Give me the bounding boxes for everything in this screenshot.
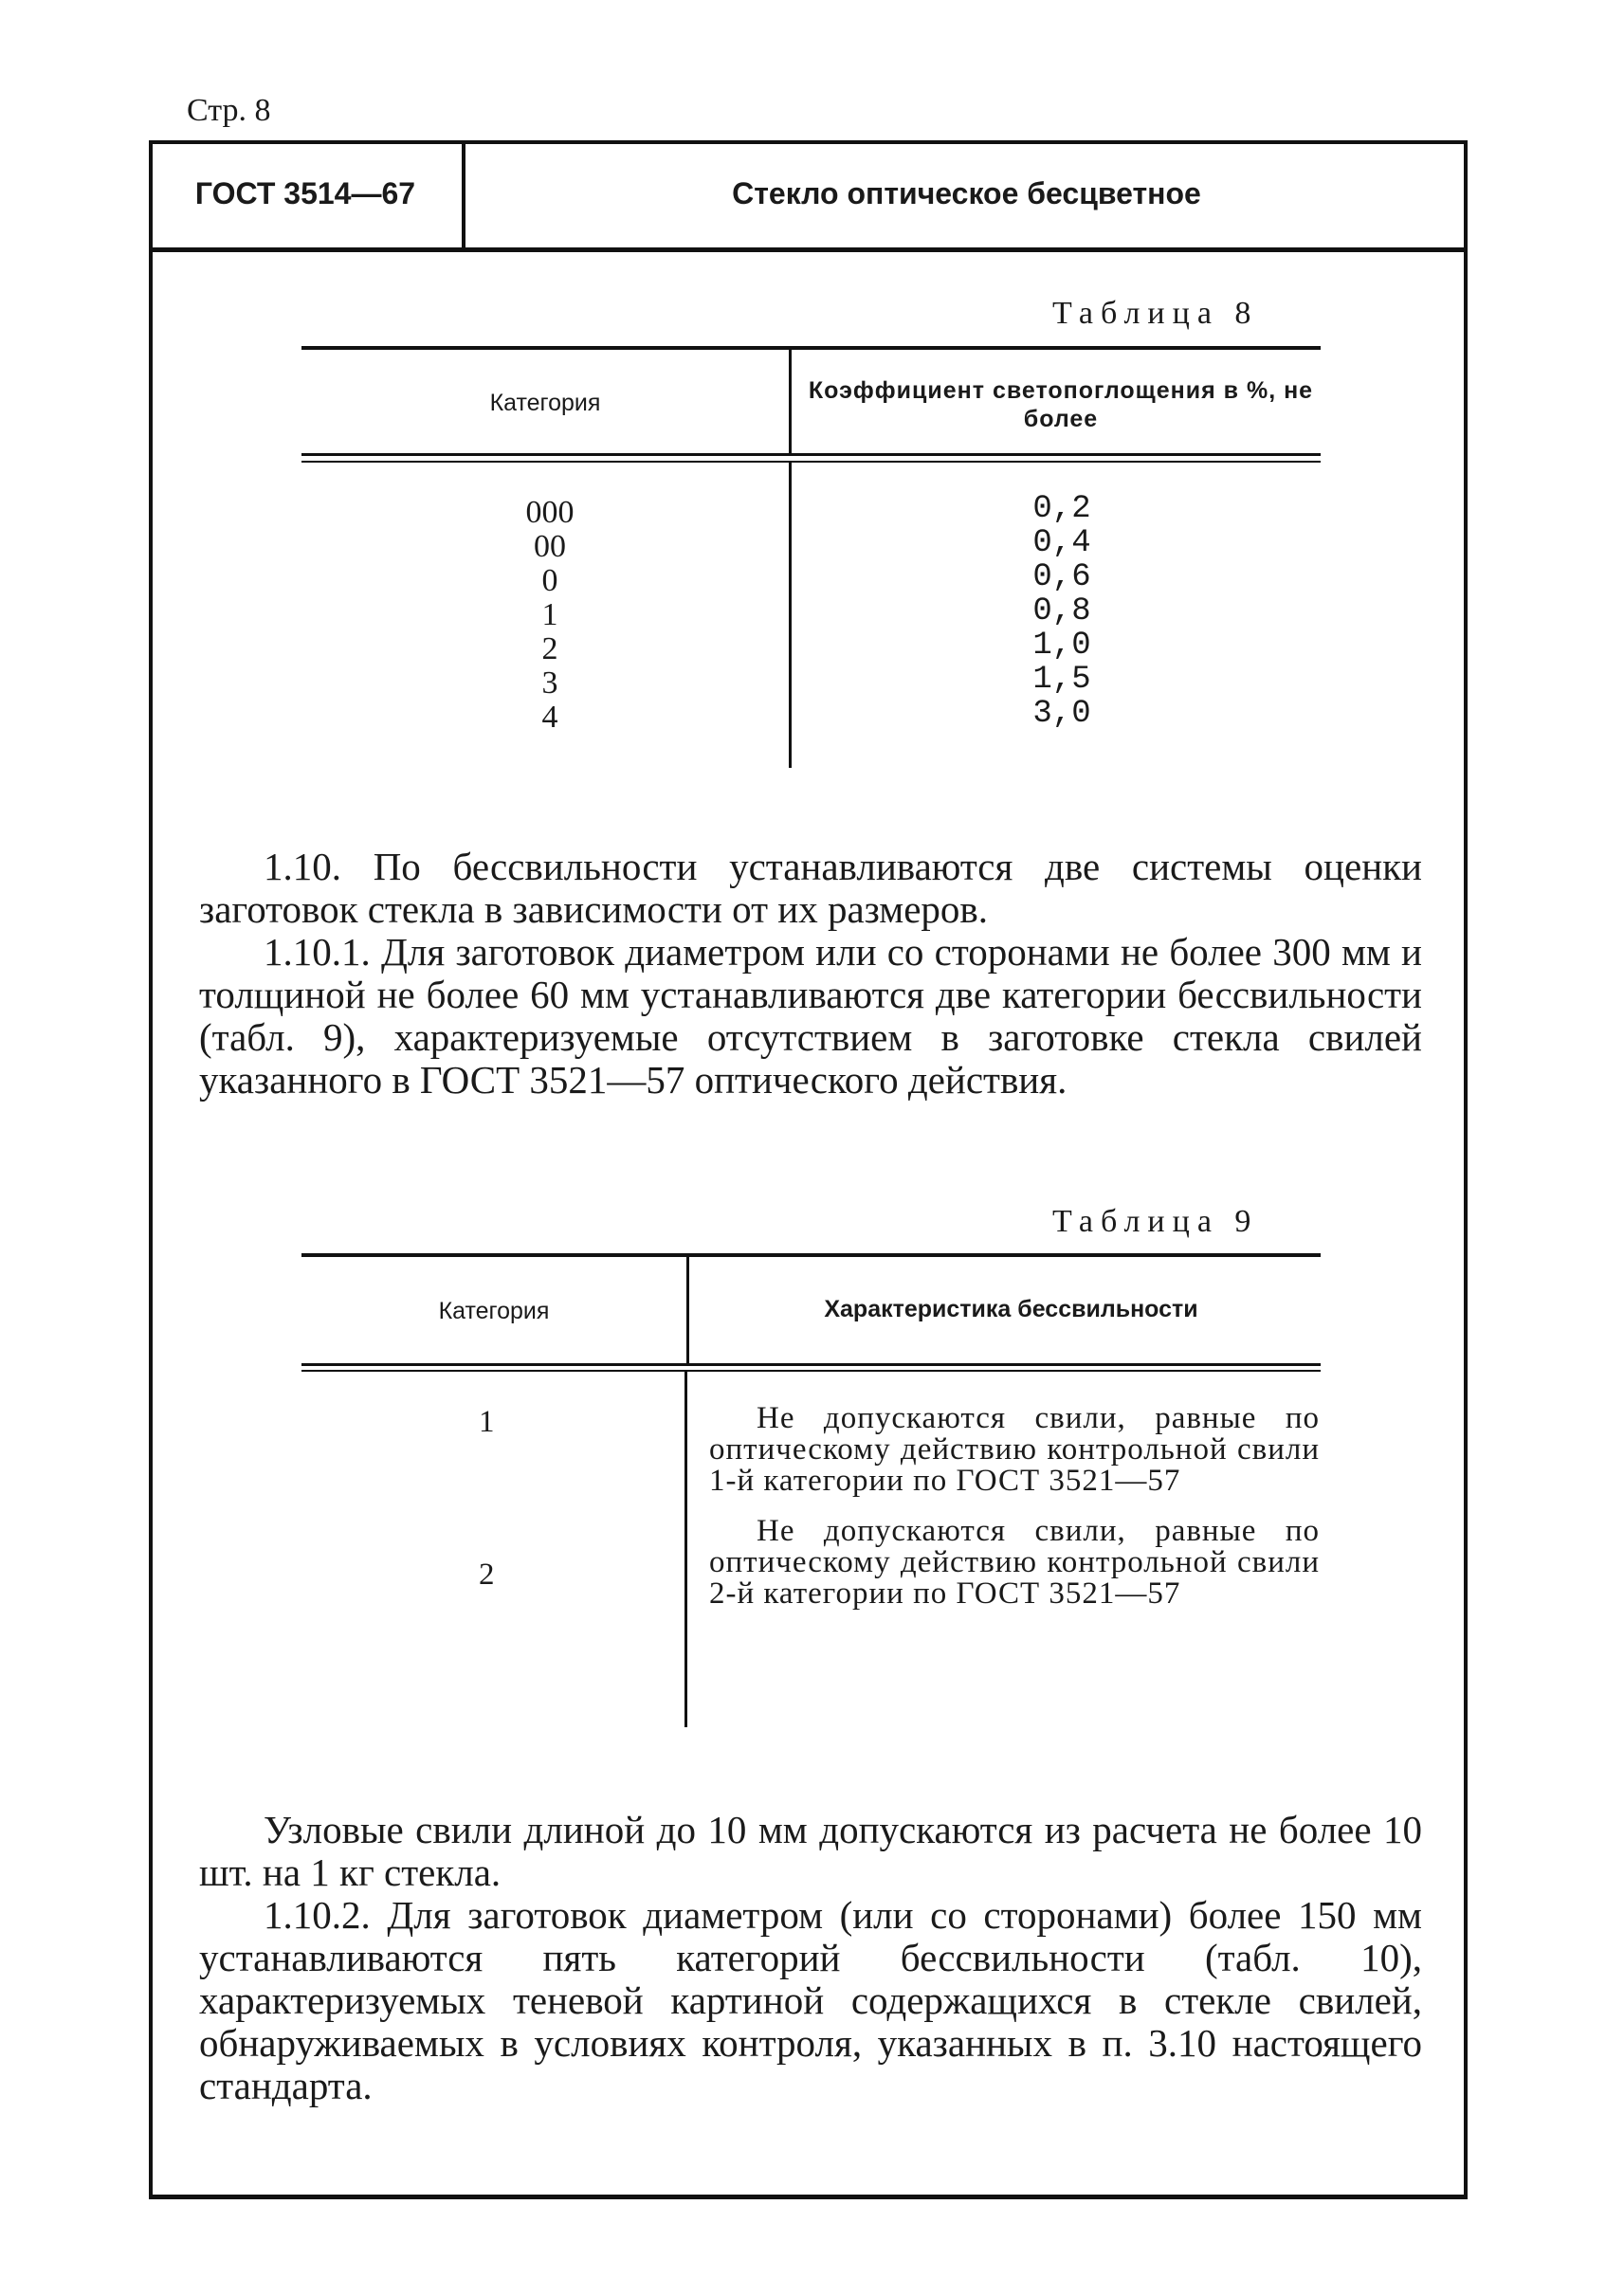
table9-header-divider	[686, 1257, 689, 1364]
table8-header-divider	[789, 350, 792, 454]
table9-category-cell: 2	[479, 1558, 495, 1592]
table8-caption: Таблица 8	[1052, 296, 1259, 331]
table8-category-cell: 000	[525, 495, 575, 530]
table9-body-divider	[684, 1372, 687, 1727]
standard-id: ГОСТ 3514—67	[149, 140, 465, 247]
table8-value-cell: 0,4	[1032, 525, 1091, 561]
standard-header	[149, 140, 1468, 252]
table9-col1-header: Категория	[438, 1298, 550, 1324]
table8-body-divider	[789, 463, 792, 768]
paragraph-knot-striae: Узловые свили длиной до 10 мм допускаются из расчета не более 10 шт. на 1 кг стекла.	[199, 1808, 1422, 1894]
table8-col2-header: Коэффициент светопоглощения в %, не более	[808, 377, 1314, 432]
table8-header-rule-2	[301, 461, 1321, 463]
table9-caption: Таблица 9	[1052, 1204, 1259, 1239]
table9-description-cell: Не допускаются свили, равные по оптическому действию контрольной свили 1-й категории по ГОСТ 3521—57	[709, 1401, 1320, 1498]
table9-description-cell: Не допускаются свили, равные по оптическому действию контрольной свили 2-й категории по ГОСТ 3521—57	[709, 1514, 1320, 1611]
table8-col1-header: Категория	[489, 390, 601, 416]
table8-category-cell: 00	[534, 529, 566, 564]
table9-header-rule-1	[301, 1363, 1321, 1366]
table8-value-cell: 0,6	[1032, 559, 1091, 595]
table9-top-rule	[301, 1253, 1321, 1257]
table9-col2-header: Характеристика бессвильности	[824, 1296, 1198, 1322]
table8-value-cell: 0,8	[1032, 593, 1091, 629]
table8-value-column	[967, 492, 1157, 731]
section-1-10	[199, 846, 1422, 1102]
table8-value-cell: 1,0	[1032, 628, 1091, 664]
table8-category-cell: 3	[541, 665, 558, 701]
table8-header-rule-1	[301, 453, 1321, 456]
table9-header-rule-2	[301, 1370, 1321, 1372]
table8-value-cell: 1,5	[1032, 662, 1091, 698]
table9-description-column	[709, 1403, 1320, 1629]
paragraph-1-10-1: 1.10.1. Для заготовок диаметром или со сторонами не более 300 мм и толщиной не более 60 мм устанавливаются две категории бессвильности (табл. 9), характеризуемые отсутствием в заготовке стекла свилей указанного в ГОСТ 3521—57 оптического действия.	[199, 930, 1422, 1102]
table8-category-cell: 2	[541, 631, 558, 666]
paragraph-1-10: 1.10. По бессвильности устанавливаются две системы оценки заготовок стекла в зависимости от их размеров.	[199, 845, 1422, 931]
table8-value-cell: 0,2	[1032, 491, 1091, 527]
table8-category-column	[455, 496, 645, 735]
table9-category-cell: 1	[479, 1405, 495, 1439]
table8-category-cell: 1	[541, 597, 558, 632]
table8-category-cell: 0	[541, 563, 558, 598]
page-number: Стр. 8	[187, 93, 271, 128]
standard-title: Стекло оптическое бесцветное	[732, 176, 1201, 210]
table8-top-rule	[301, 346, 1321, 350]
section-1-10-2	[199, 1809, 1422, 2107]
table8-value-cell: 3,0	[1032, 696, 1091, 732]
paragraph-1-10-2: 1.10.2. Для заготовок диаметром (или со сторонами) более 150 мм устанавливаются пять категорий бессвильности (табл. 10), характеризуемых теневой картиной содержащихся в стекле свилей, обнаруживаемых в условиях контроля, указанных в п. 3.10 настоящего стандарта.	[199, 1893, 1422, 2107]
table8-category-cell: 4	[541, 700, 558, 735]
